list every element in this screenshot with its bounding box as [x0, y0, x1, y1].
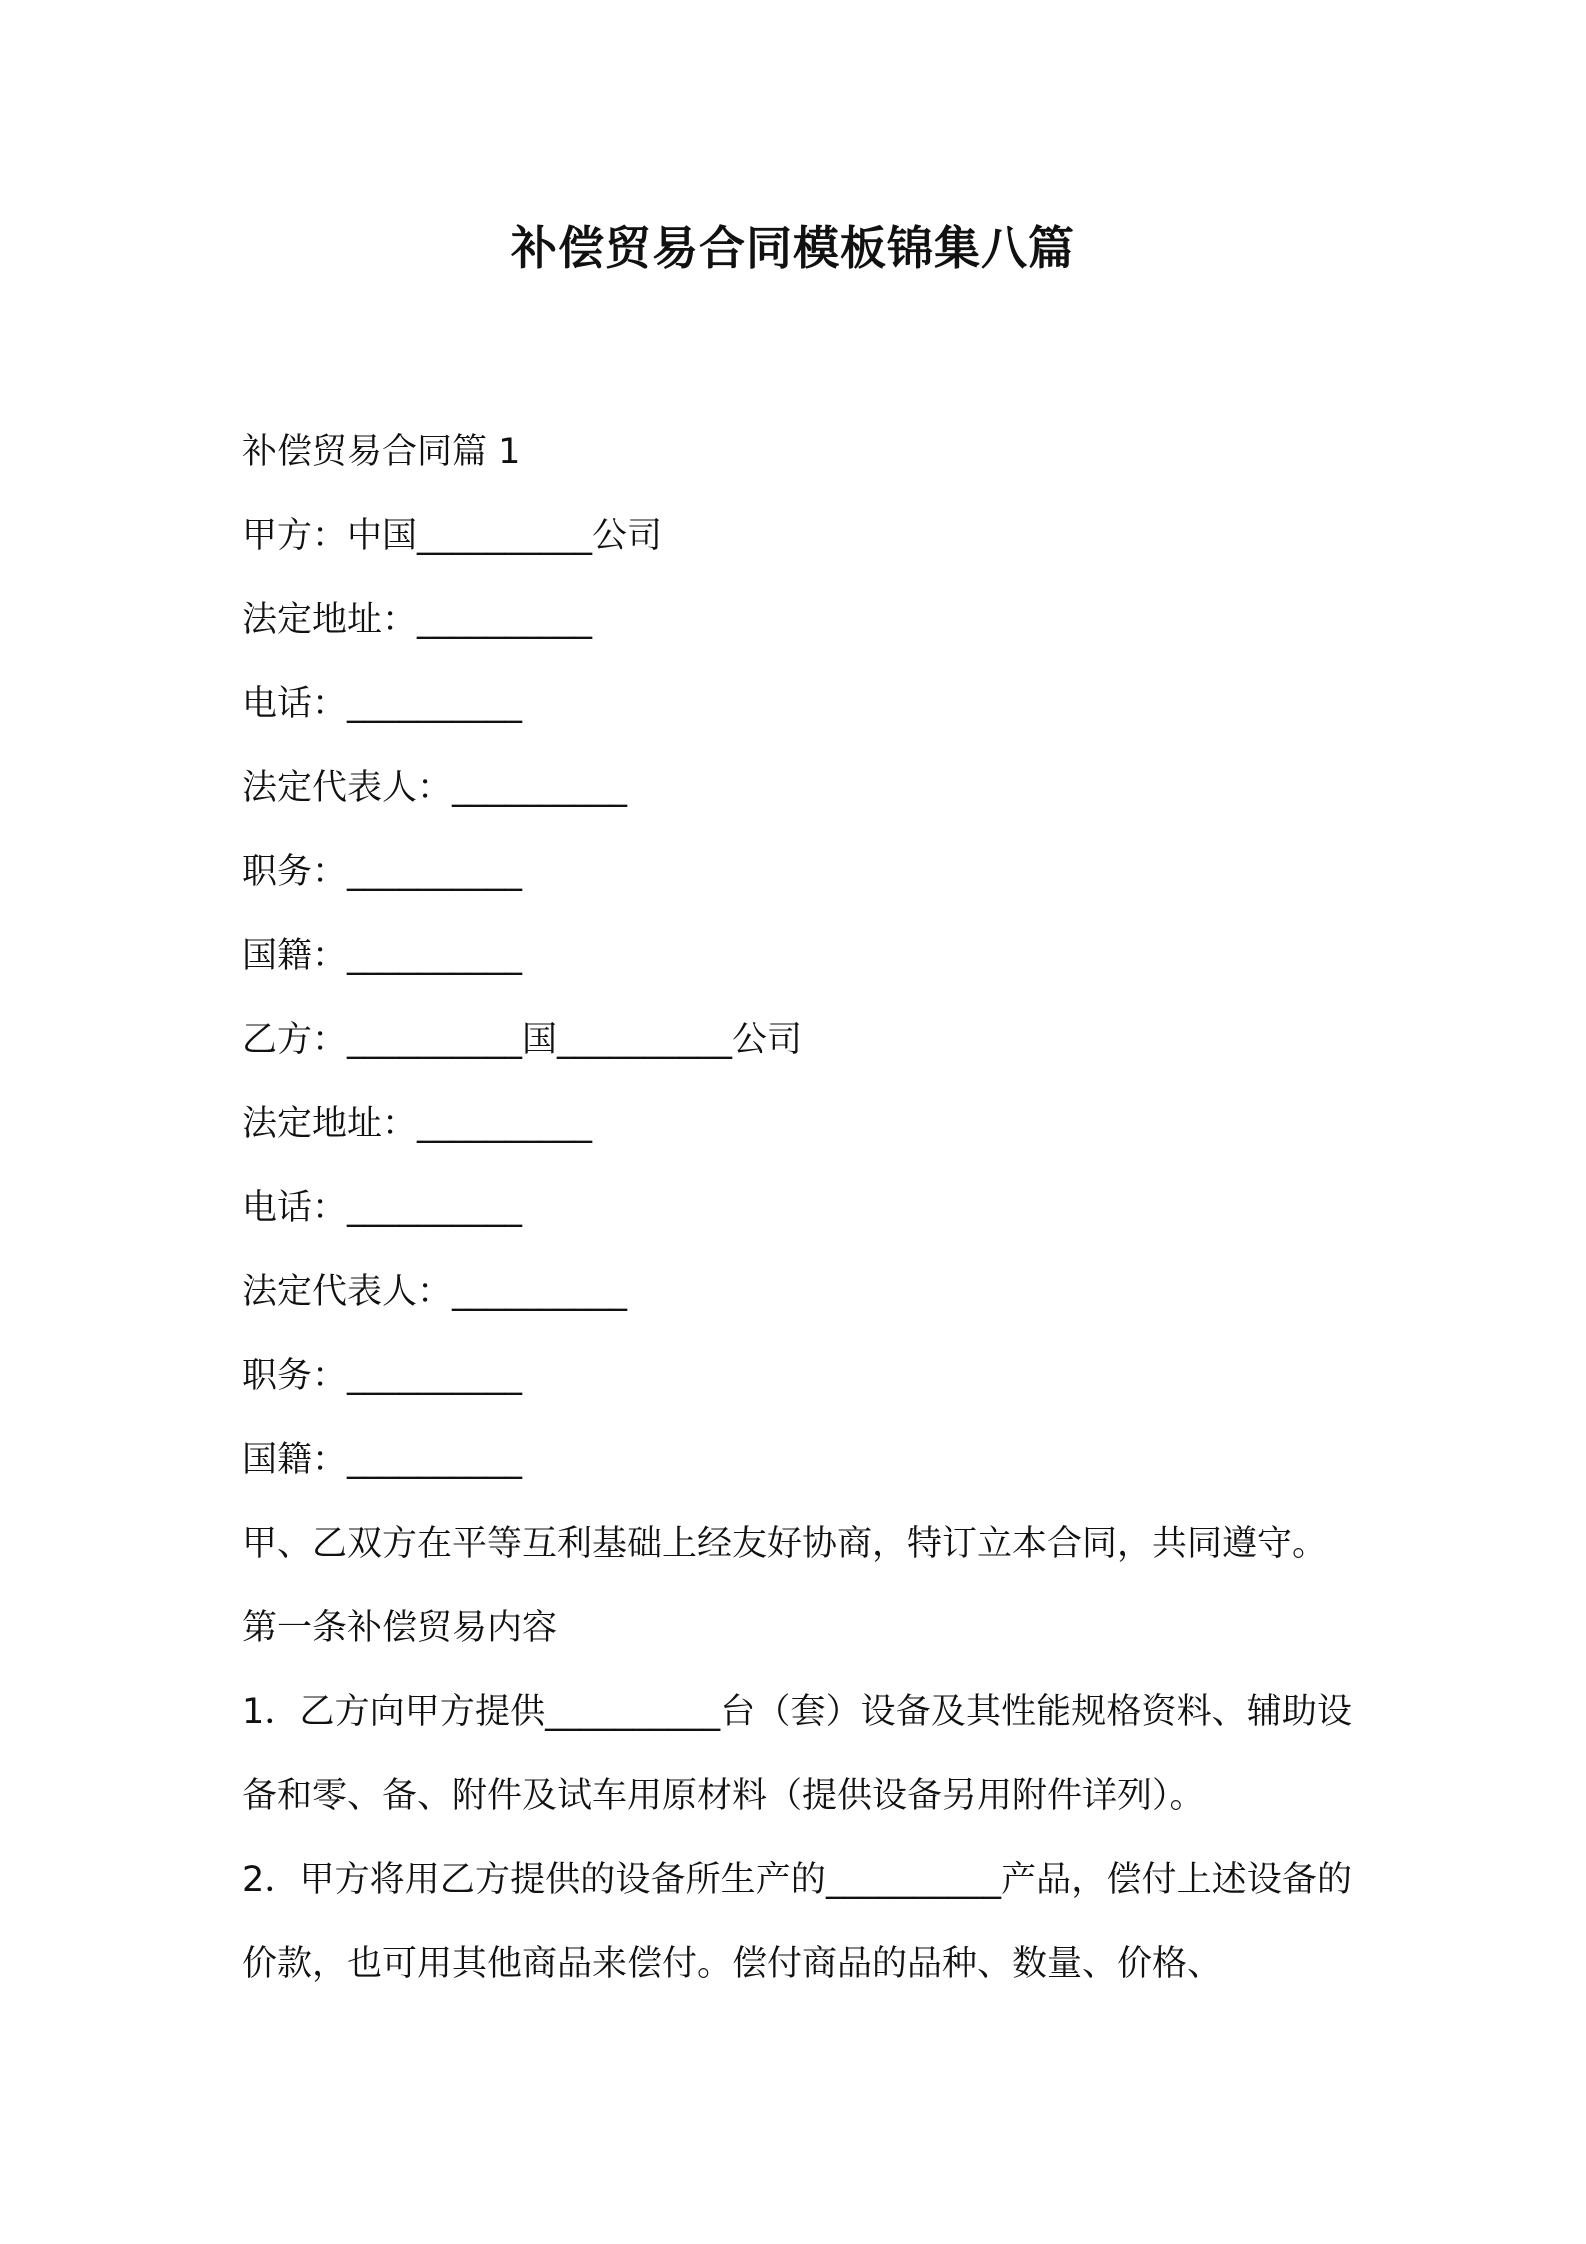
article-1-heading: 第一条补偿贸易内容	[242, 1608, 558, 1648]
party-a-legal-rep: 法定代表人：__________	[242, 768, 628, 808]
document-title: 补偿贸易合同模板锦集八篇	[511, 221, 1075, 275]
document-body	[242, 410, 1352, 2006]
party-a-nationality: 国籍：__________	[242, 936, 523, 976]
party-b-address: 法定地址：__________	[242, 1104, 593, 1144]
clause-1: 1．乙方向甲方提供__________台（套）设备及其性能规格资料、辅助设备和零、备、附件及试车用原材料（提供设备另用附件详列）。	[242, 1692, 1352, 1816]
party-b-legal-rep: 法定代表人：__________	[242, 1272, 628, 1312]
party-a-address: 法定地址：__________	[242, 600, 593, 640]
party-b-phone: 电话：__________	[242, 1188, 523, 1228]
party-a-position: 职务：__________	[242, 852, 523, 892]
party-a-name: 甲方：中国__________公司	[242, 516, 663, 556]
party-b-nationality: 国籍：__________	[242, 1440, 523, 1480]
party-b-name: 乙方：__________国__________公司	[242, 1020, 803, 1060]
clause-2: 2．甲方将用乙方提供的设备所生产的__________产品，偿付上述设备的价款，也可用其他商品来偿付。偿付商品的品种、数量、价格、	[242, 1860, 1352, 1984]
section-heading: 补偿贸易合同篇 1	[242, 432, 521, 472]
party-b-position: 职务：__________	[242, 1356, 523, 1396]
party-a-phone: 电话：__________	[242, 684, 523, 724]
preamble: 甲、乙双方在平等互利基础上经友好协商，特订立本合同，共同遵守。	[242, 1524, 1328, 1564]
